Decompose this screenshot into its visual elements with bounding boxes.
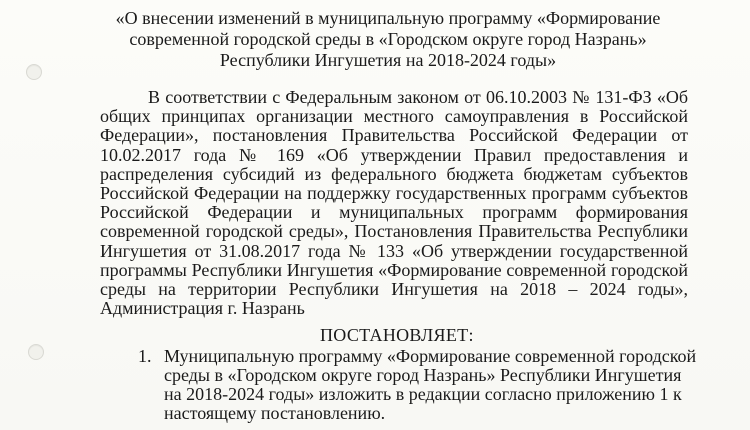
preamble-paragraph [100,88,688,318]
list-item-line: Муниципальную программу «Формирование современной городской [164,346,697,366]
list-item-text [164,346,697,423]
paragraph-line: общих принципах организации местного самоуправления в Российской [100,106,688,127]
list-item-number: 1. [138,346,152,366]
paragraph-line: В соответствии с Федеральным законом от 06.10.2003 № 131-ФЗ «Об [148,87,688,107]
list-item-line: среды в «Городском округе город Назрань» Республики Ингушетия [164,365,682,385]
paragraph-line: 10.02.2017 года № 169 «Об утверждении Правил предоставления и [100,144,688,165]
paragraph-line: Российской Федерации на поддержку государственных программ субъектов [100,183,688,204]
decree-heading: ПОСТАНОВЛЯЕТ: [320,325,474,345]
paragraph-line: Ингушетия от 31.08.2017 года № 133 «Об утверждении государственной [100,240,688,261]
paragraph-line: Российской Федерации и муниципальных программ формирования [100,202,688,223]
title-line: Республики Ингушетия на 2018-2024 годы» [219,50,557,70]
paragraph-line: среды на территории Республики Ингушетия на 2018 – 2024 годы», [100,279,688,300]
list-item-line: настоящему постановлению. [164,403,386,423]
title-line: современной городской среды в «Городском округе город Назрань» [129,29,647,49]
paragraph-line: Администрация г. Назрань [100,298,305,319]
paragraph-line: Федерации», постановления Правительства Российской Федерации от [100,125,688,146]
title-line: «О внесении изменений в муниципальную программу «Формирование [115,8,661,28]
paragraph-line: современной городской среды», Постановления Правительства Республики [100,221,688,242]
punch-hole [28,344,44,360]
list-item-line: на 2018-2024 годы» изложить в редакции согласно приложению 1 к [164,384,682,404]
document-title [88,8,688,71]
punch-hole [26,64,42,80]
paragraph-line: распределения субсидий из федерального бюджета бюджетам субъектов [100,163,688,184]
paragraph-line: программы Республики Ингушетия «Формирование современной городской [100,259,688,280]
